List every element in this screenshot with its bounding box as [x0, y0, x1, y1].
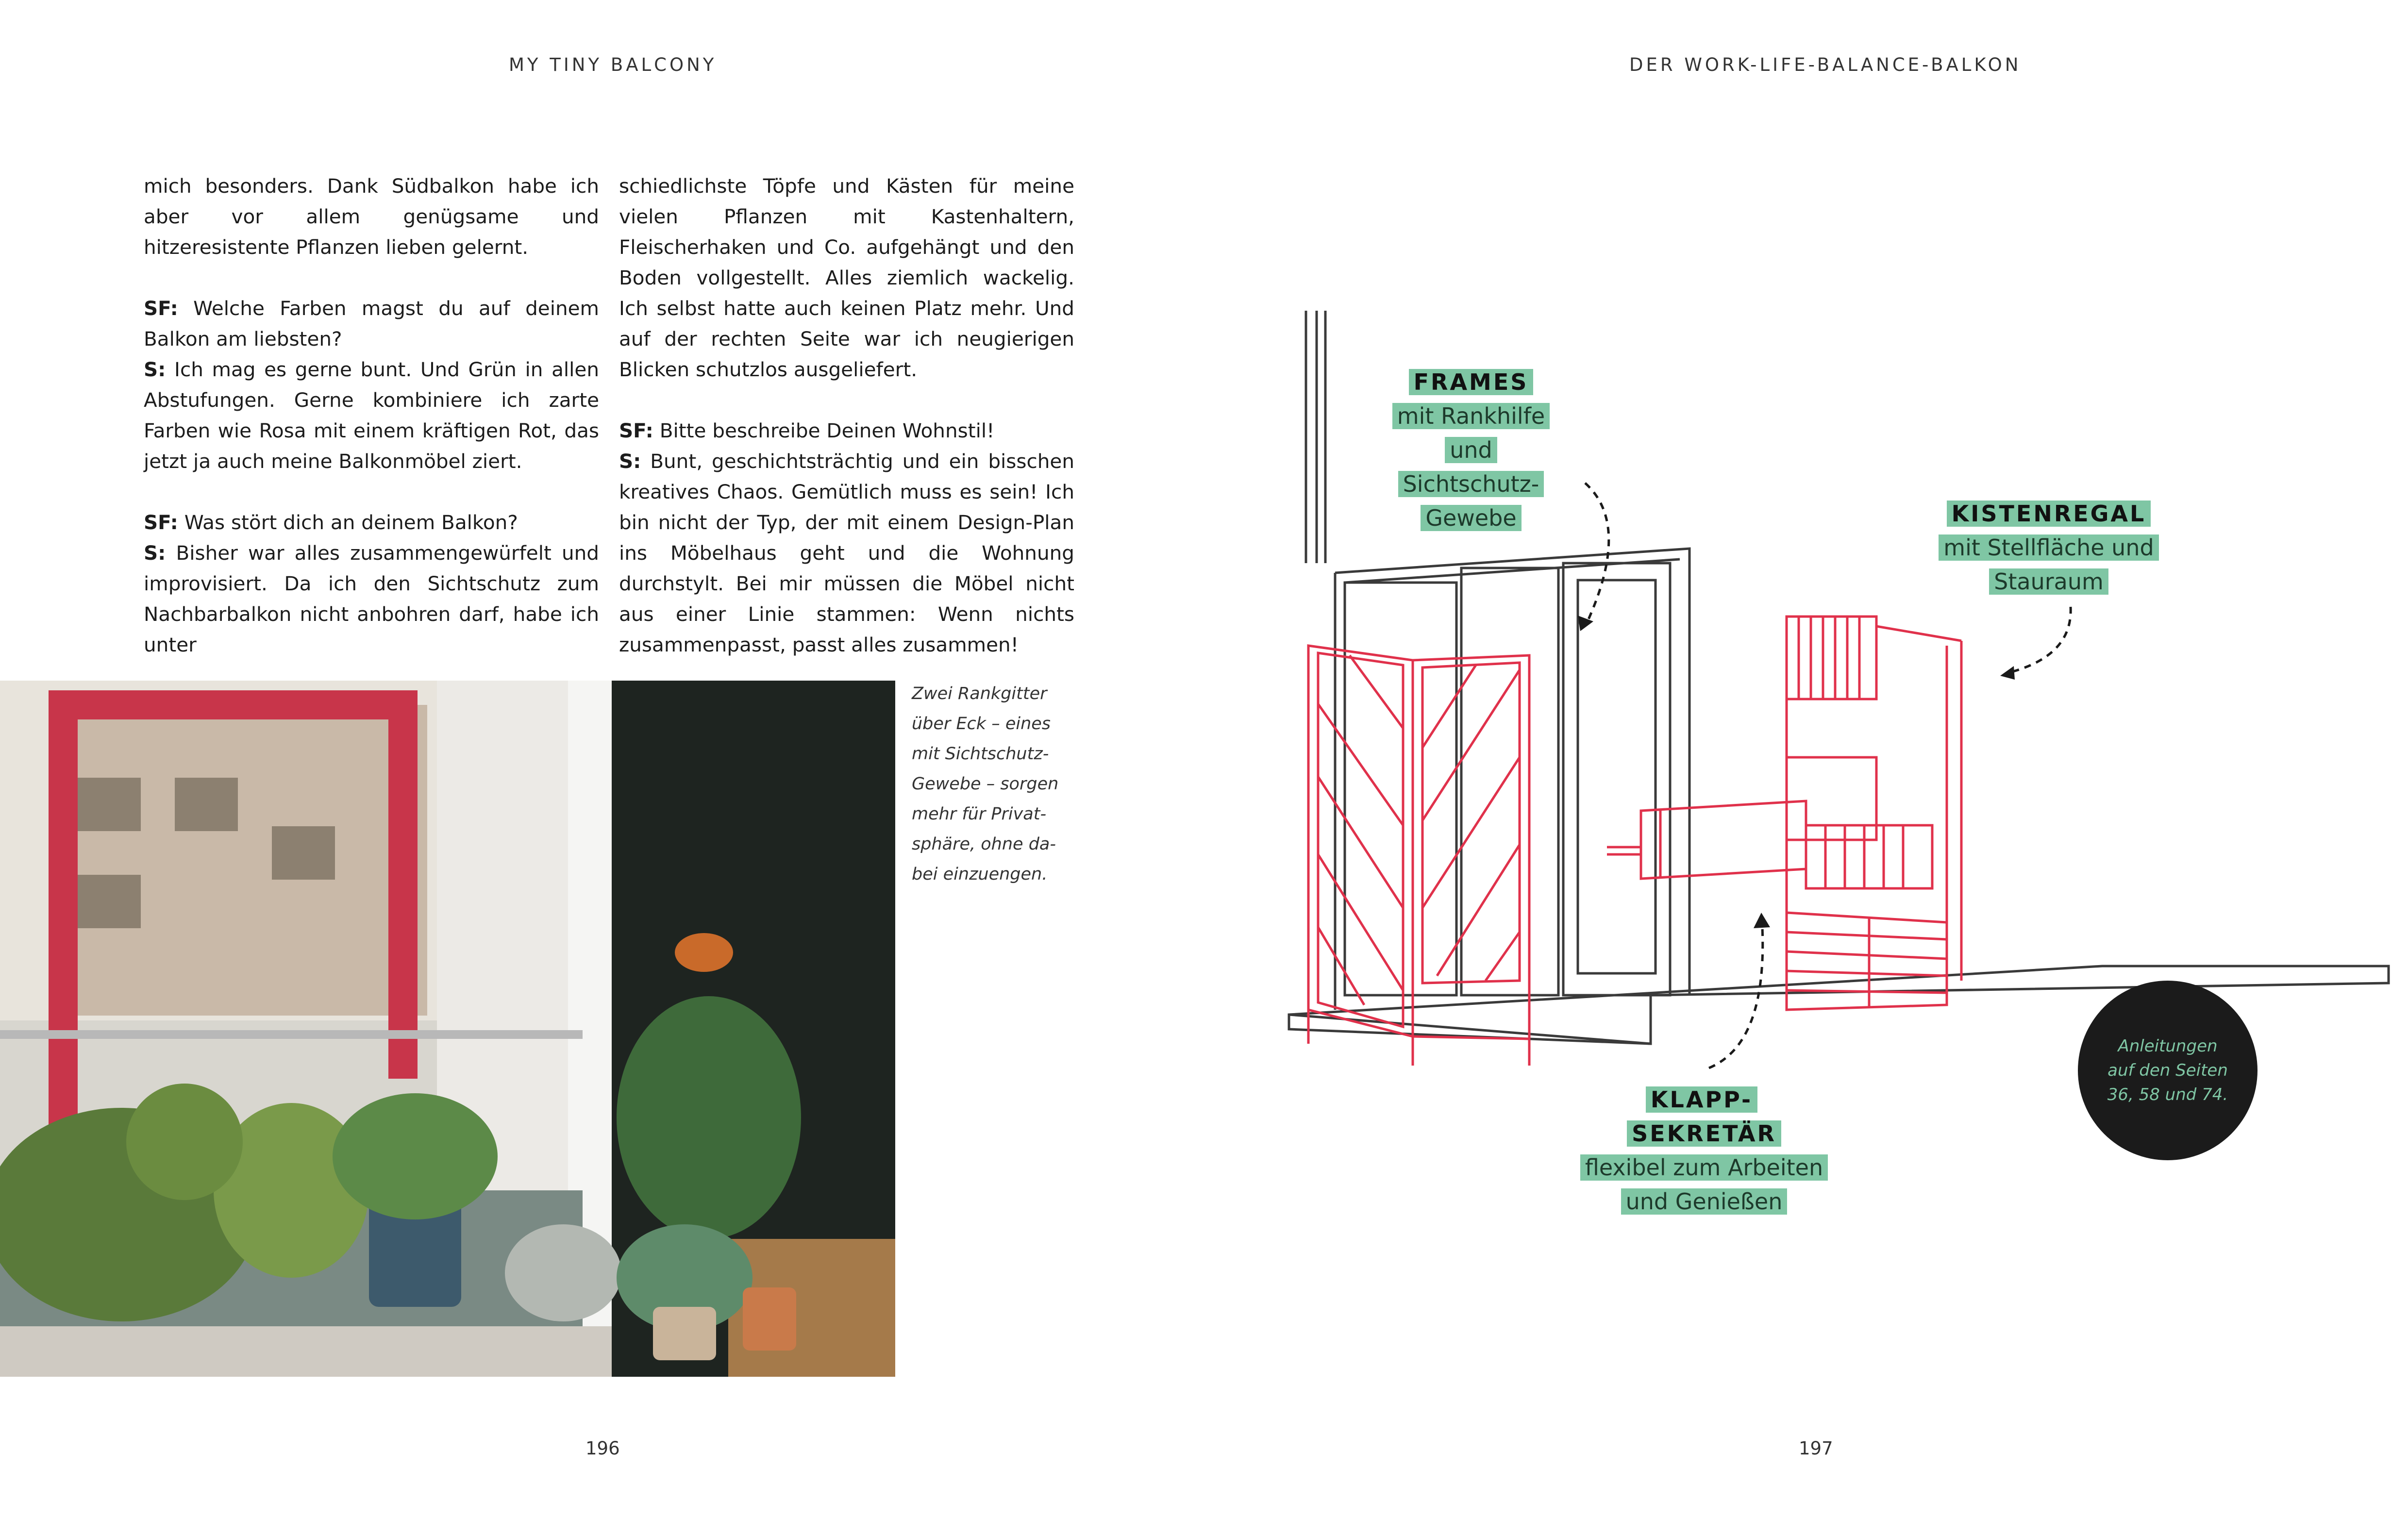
right-page	[1204, 0, 2408, 1519]
paragraph: SF: Was stört dich an deinem Balkon? S: Bisher war alles zusammengewürfelt und improvisiert. Da ich den Sichtschutz zum Nachbarbalkon nicht anbohren darf, habe ich unter	[144, 511, 599, 656]
page-number-left: 196	[585, 1438, 620, 1459]
photo-caption: Zwei Rankgitter über Eck – eines mit SichtschutzGewebe – sorgen mehr für Privatsphäre, ohne dabei einzuengen.	[912, 684, 1059, 884]
klapp-sekretaer-illustration	[1607, 801, 1806, 879]
paragraph: schiedlichste Töpfe und Kästen für meine vielen Pflanzen mit Kastenhaltern, Fleischerhaken und Co. aufgehängt und den Boden vollgestellt. Alles ziemlich wackelig. Ich selbst hatte auch keinen Platz mehr. Und auf der rechten Seite war ich neugierigen Blicken schutzlos ausgeliefert.	[619, 174, 1074, 381]
callout-klapp-sekretaer: KLAPP-SEKRETÄR flexibel zum Arbeiten und Genießen	[1578, 1083, 1830, 1219]
running-head-right: DER WORK-LIFE-BALANCE-BALKON	[1629, 54, 2022, 75]
kistenregal-illustration	[1787, 617, 1961, 1010]
balcony-photo	[0, 681, 895, 1377]
paragraph: SF: Bitte beschreibe Deinen Wohnstil! S: Bunt, geschichtsträchtig und ein bisschen kreatives Chaos. Gemütlich muss es sein! Ich bin nicht der Typ, der mit einem Design-Plan ins Möbelhaus geht und die Wohnung durchstylt. Bei mir müssen die Möbel nicht aus einer Linie stammen: Wenn nichts zusammenpasst, passt alles zusammen!	[619, 419, 1074, 656]
paragraph: mich besonders. Dank Südbalkon habe ich aber vor allem genügsame und hitzeresistente Pflanzen lieben gelernt.	[144, 174, 599, 259]
page-number-right: 197	[1799, 1438, 1833, 1459]
instructions-badge: Anleitungen auf den Seiten 36, 58 und 74.	[2078, 981, 2258, 1160]
callout-kistenregal: KISTENREGAL mit Stellfläche und Stauraum	[1932, 497, 2165, 599]
callout-frames: FRAMES mit Rankhilfe und Sichtschutz- Gewebe	[1379, 365, 1563, 535]
paragraph: SF: Welche Farben magst du auf deinem Balkon am liebsten? S: Ich mag es gerne bunt. Und Grün in allen Abstufungen. Gerne kombiniere ich zarte Farben wie Rosa mit einem kräftigen Rot, das jetzt ja auch meine Balkonmöbel ziert.	[144, 297, 599, 473]
balcony-illustration	[1204, 0, 2408, 1519]
text-column-1	[144, 171, 599, 691]
text-column-2	[619, 171, 1074, 691]
running-head-left: MY TINY BALCONY	[509, 54, 717, 75]
